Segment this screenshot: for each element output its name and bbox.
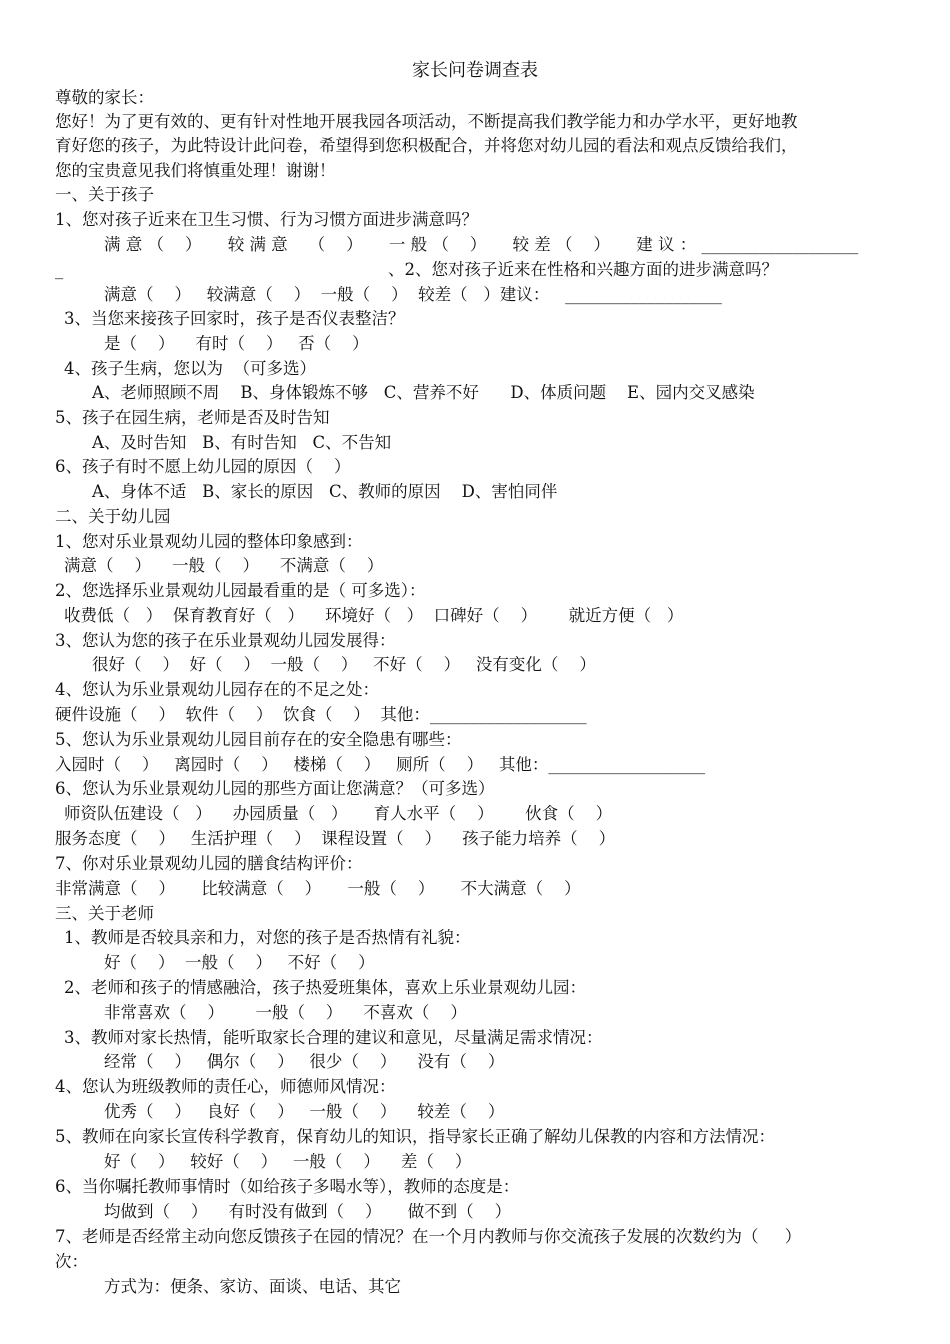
question-kg-5: 5、您认为乐业景观幼儿园目前存在的安全隐患有哪些： xyxy=(55,730,462,749)
question-teacher-7: 7、老师是否经常主动向您反馈孩子在园的情况？在一个月内教师与你交流孩子发展的次数约为（ ） xyxy=(55,1227,802,1246)
options-teacher-4: 优秀（ ） 良好（ ） 一般（ ） 较差（ ） xyxy=(104,1102,505,1121)
question-kg-3: 3、您认为您的孩子在乐业景观幼儿园发展得： xyxy=(55,631,396,650)
options-child-5: A、及时告知 B、有时告知 C、不告知 xyxy=(92,433,392,452)
options-child-6: A、身体不适 B、家长的原因 C、教师的原因 D、害怕同伴 xyxy=(92,482,558,501)
options-kg-6-row-1: 师资队伍建设（ ） 办园质量（ ） 育人水平（ ） 伙食（ ） xyxy=(64,804,613,823)
section-heading-child: 一、关于孩子 xyxy=(55,185,154,204)
greeting: 尊敬的家长： xyxy=(55,88,154,107)
question-kg-1: 1、您对乐业景观幼儿园的整体印象感到： xyxy=(55,532,363,551)
question-teacher-1: 1、教师是否较具亲和力，对您的孩子是否热情有礼貌： xyxy=(64,928,471,947)
question-teacher-7-cont: 次： xyxy=(55,1252,88,1271)
options-teacher-2: 非常喜欢（ ） 一般（ ） 不喜欢（ ） xyxy=(104,1003,467,1022)
question-child-2: 、2、您对孩子近来在性格和兴趣方面的进步满意吗？ xyxy=(388,260,778,279)
options-child-1: 满 意 （ ） 较 满 意 （ ） 一 般 （ ） 较 差 （ ） 建 议 ： ___________________ xyxy=(104,235,859,254)
options-kg-7: 非常满意（ ） 比较满意（ ） 一般（ ） 不大满意（ ） xyxy=(55,879,581,898)
question-child-3: 3、当您来接孩子回家时，孩子是否仪表整洁？ xyxy=(64,309,405,328)
question-kg-2: 2、您选择乐业景观幼儿园最看重的是（ 可多选）： xyxy=(55,581,426,600)
question-child-6: 6、孩子有时不愿上幼儿园的原因（ ） xyxy=(55,457,351,476)
underline-wrap: _ xyxy=(55,260,64,279)
options-teacher-6: 均做到（ ） 有时没有做到（ ） 做不到（ ） xyxy=(104,1202,512,1221)
question-teacher-6: 6、当你嘱托教师事情时（如给孩子多喝水等），教师的态度是： xyxy=(55,1177,520,1196)
question-kg-7: 7、你对乐业景观幼儿园的膳食结构评价： xyxy=(55,854,363,873)
options-child-4: A、老师照顾不周 B、身体锻炼不够 C、营养不好 D、体质问题 E、园内交叉感染 xyxy=(92,383,755,402)
question-teacher-2: 2、老师和孩子的情感融洽，孩子热爱班集体，喜欢上乐业景观幼儿园： xyxy=(64,978,586,997)
question-kg-4: 4、您认为乐业景观幼儿园存在的不足之处： xyxy=(55,680,379,699)
options-teacher-3: 经常（ ） 偶尔（ ） 很少（ ） 没有（ ） xyxy=(104,1052,505,1071)
options-teacher-5: 好（ ） 较好（ ） 一般（ ） 差（ ） xyxy=(104,1152,472,1171)
question-child-4: 4、孩子生病，您以为 （可多选） xyxy=(64,359,316,378)
question-child-5: 5、孩子在园生病，老师是否及时告知 xyxy=(55,408,330,427)
document-title: 家长问卷调查表 xyxy=(412,60,538,81)
intro-line-3: 您的宝贵意见我们将慎重处理！谢谢！ xyxy=(55,161,336,180)
options-teacher-7: 方式为：便条、家访、面谈、电话、其它 xyxy=(104,1277,401,1296)
options-kg-1: 满意（ ） 一般（ ） 不满意（ ） xyxy=(64,556,384,575)
section-heading-teacher: 三、关于老师 xyxy=(55,904,154,923)
question-teacher-5: 5、教师在向家长宣传科学教育，保育幼儿的知识，指导家长正确了解幼儿保教的内容和方法情况： xyxy=(55,1127,775,1146)
intro-line-1: 您好！为了更有效的、更有针对性地开展我园各项活动，不断提高我们教学能力和办学水平，更好地教 xyxy=(55,112,798,131)
question-child-1: 1、您对孩子近来在卫生习惯、行为习惯方面进步满意吗？ xyxy=(55,210,478,229)
question-teacher-3: 3、教师对家长热情，能听取家长合理的建议和意见，尽量满足需求情况： xyxy=(64,1028,603,1047)
options-kg-4: 硬件设施（ ） 软件（ ） 饮食（ ） 其他：___________________ xyxy=(55,705,587,724)
options-kg-2: 收费低（ ） 保育教育好（ ） 环境好（ ） 口碑好（ ） 就近方便（ ） xyxy=(64,606,684,625)
options-kg-6-row-2: 服务态度（ ） 生活护理（ ） 课程设置（ ） 孩子能力培养（ ） xyxy=(55,829,616,848)
question-kg-6: 6、您认为乐业景观幼儿园的那些方面让您满意？（可多选） xyxy=(55,779,495,798)
section-heading-kindergarten: 二、关于幼儿园 xyxy=(55,507,171,526)
options-kg-3: 很好（ ） 好（ ） 一般（ ） 不好（ ） 没有变化（ ） xyxy=(92,655,596,674)
options-kg-5: 入园时（ ） 离园时（ ） 楼梯（ ） 厕所（ ） 其他：___________________ xyxy=(55,755,706,774)
question-teacher-4: 4、您认为班级教师的责任心，师德师风情况： xyxy=(55,1077,396,1096)
options-child-3: 是（ ） 有时（ ） 否（ ） xyxy=(104,334,369,353)
intro-line-2: 育好您的孩子，为此特设计此问卷，希望得到您积极配合，并将您对幼儿园的看法和观点反馈给我们， xyxy=(55,136,798,155)
options-teacher-1: 好（ ） 一般（ ） 不好（ ） xyxy=(104,953,375,972)
options-child-2: 满意（ ） 较满意（ ） 一般（ ） 较差（ ）建议： ___________________ xyxy=(104,285,722,304)
